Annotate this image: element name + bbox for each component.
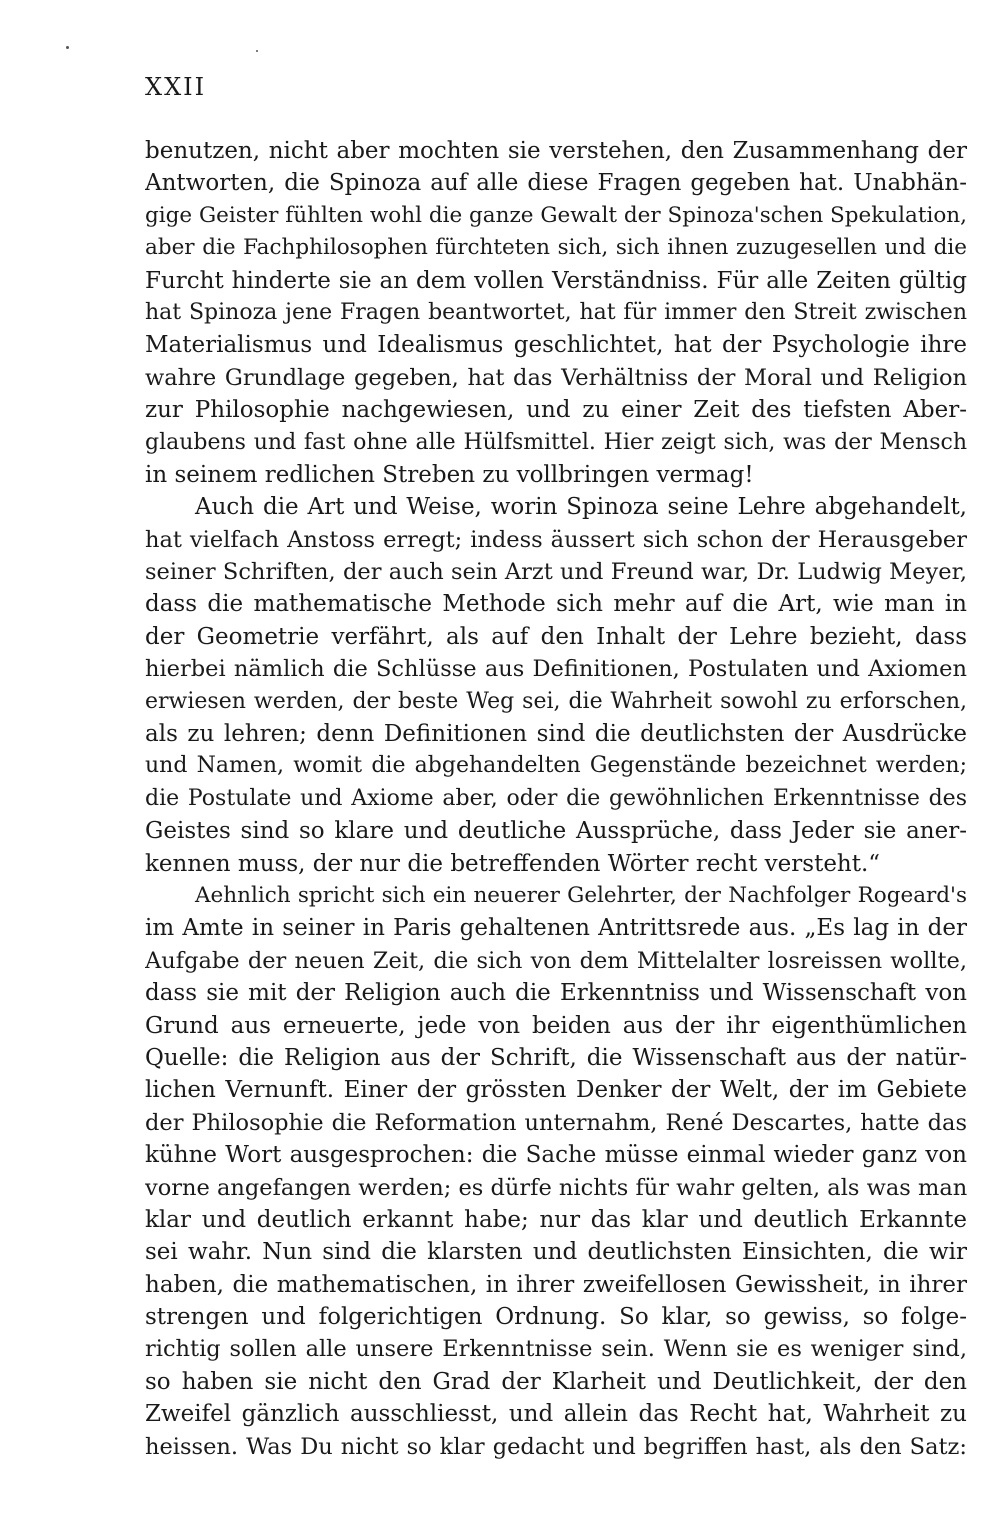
text-line: glaubens und fast ohne alle Hülfsmittel. Hier zeigt sich, was der Mensch	[145, 429, 967, 455]
text-line: als zu lehren; denn Definitionen sind die deutlichsten der Ausdrücke	[145, 721, 967, 748]
text-line: so haben sie nicht den Grad der Klarheit und Deutlichkeit, der den	[145, 1368, 967, 1395]
text-line: strengen und folgerichtigen Ordnung. So klar, so gewiss, so folge-	[145, 1304, 967, 1331]
text-line: in seinem redlichen Streben zu vollbringen vermag!	[145, 461, 754, 488]
text-line: klar und deutlich erkannt habe; nur das klar und deutlich Erkannte	[145, 1206, 967, 1233]
text-line: dass die mathematische Methode sich mehr auf die Art, wie man in	[145, 591, 967, 618]
text-line: richtig sollen alle unsere Erkenntnisse sein. Wenn sie es weniger sind,	[145, 1336, 967, 1363]
text-line: Quelle: die Religion aus der Schrift, die Wissenschaft aus der natür-	[145, 1044, 967, 1071]
text-line: Materialismus und Idealismus geschlichtet, hat der Psychologie ihre	[145, 332, 967, 359]
text-line: Auch die Art und Weise, worin Spinoza seine Lehre abgehandelt,	[195, 494, 967, 521]
text-line: hat vielfach Anstoss erregt; indess äussert sich schon der Herausgeber	[145, 526, 967, 553]
text-line: Geistes sind so klare und deutliche Aussprüche, dass Jeder sie aner-	[145, 818, 967, 845]
text-line: haben, die mathematischen, in ihrer zweifellosen Gewissheit, in ihrer	[145, 1271, 967, 1298]
text-line: im Amte in seiner in Paris gehaltenen Antrittsrede aus. „Es lag in der	[145, 915, 967, 942]
text-line: und Namen, womit die abgehandelten Gegenstände bezeichnet werden;	[145, 753, 967, 779]
text-line: hat Spinoza jene Fragen beantwortet, hat für immer den Streit zwischen	[145, 299, 967, 325]
print-speck	[256, 50, 258, 52]
text-line: vorne angefangen werden; es dürfe nichts für wahr gelten, als was man	[145, 1174, 967, 1201]
text-line: Furcht hinderte sie an dem vollen Verständniss. Für alle Zeiten gültig	[145, 267, 967, 294]
text-line: aber die Fachphilosophen fürchteten sich, sich ihnen zuzugesellen und die	[145, 235, 967, 261]
page-number: XXII	[145, 73, 207, 101]
text-line: lichen Vernunft. Einer der grössten Denker der Welt, der im Gebiete	[145, 1077, 967, 1104]
text-line: Antworten, die Spinoza auf alle diese Fragen gegeben hat. Unabhän-	[145, 170, 967, 197]
print-speck	[66, 46, 69, 49]
text-line: Grund aus erneuerte, jede von beiden aus der ihr eigenthümlichen	[145, 1012, 967, 1039]
text-line: hierbei nämlich die Schlüsse aus Definitionen, Postulaten und Axiomen	[145, 656, 967, 683]
body-text	[145, 135, 967, 1463]
text-line: kühne Wort ausgesprochen: die Sache müsse einmal wieder ganz von	[145, 1142, 967, 1169]
text-line: zur Philosophie nachgewiesen, und zu einer Zeit des tiefsten Aber-	[145, 397, 967, 424]
text-line: heissen. Was Du nicht so klar gedacht und begriffen hast, als den Satz:	[145, 1433, 967, 1460]
text-line: seiner Schriften, der auch sein Arzt und Freund war, Dr. Ludwig Meyer,	[145, 559, 967, 586]
text-line: der Philosophie die Reformation unternahm, René Descartes, hatte das	[145, 1109, 967, 1136]
text-line: Zweifel gänzlich ausschliesst, und allein das Recht hat, Wahrheit zu	[145, 1401, 967, 1428]
text-line: Aehnlich spricht sich ein neuerer Gelehrter, der Nachfolger Rogeard's	[195, 882, 967, 908]
text-line: kennen muss, der nur die betreffenden Wörter recht versteht.“	[145, 850, 881, 877]
text-line: benutzen, nicht aber mochten sie verstehen, den Zusammenhang der	[145, 138, 967, 164]
text-line: der Geometrie verfährt, als auf den Inhalt der Lehre bezieht, dass	[145, 623, 967, 650]
text-line: erwiesen werden, der beste Weg sei, die Wahrheit sowohl zu erforschen,	[145, 688, 967, 714]
text-line: gige Geister fühlten wohl die ganze Gewalt der Spinoza'schen Spekulation,	[145, 202, 967, 228]
text-line: wahre Grundlage gegeben, hat das Verhältniss der Moral und Religion	[145, 364, 967, 391]
text-line: die Postulate und Axiome aber, oder die gewöhnlichen Erkenntnisse des	[145, 785, 967, 811]
text-line: Aufgabe der neuen Zeit, die sich von dem Mittelalter losreissen wollte,	[145, 947, 967, 974]
text-line: sei wahr. Nun sind die klarsten und deutlichsten Einsichten, die wir	[145, 1239, 967, 1266]
text-line: dass sie mit der Religion auch die Erkenntniss und Wissenschaft von	[145, 980, 967, 1007]
